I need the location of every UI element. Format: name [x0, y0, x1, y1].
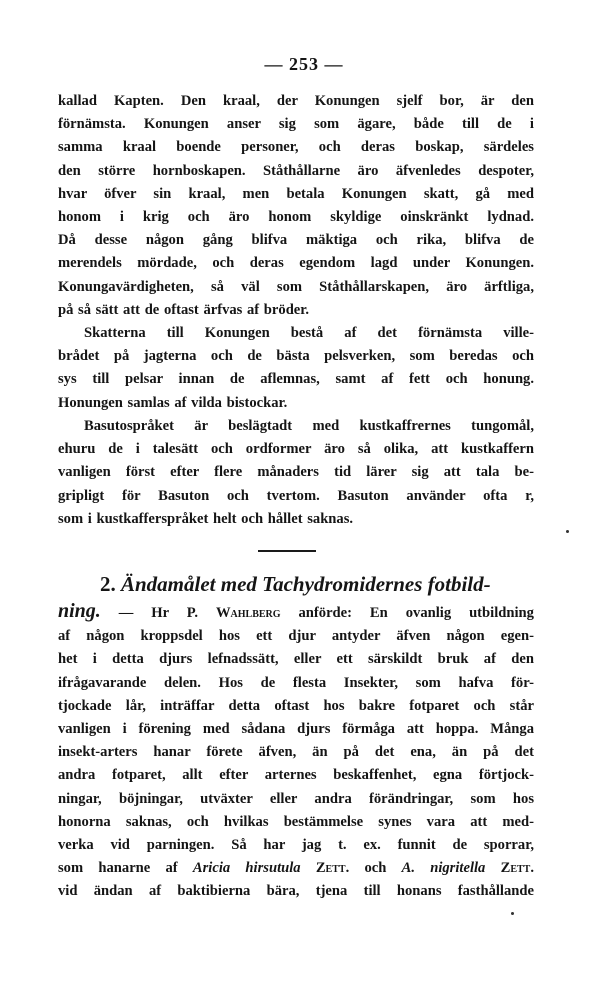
- text-line: på så sätt att de oftast ärfvas af bröder.: [58, 301, 310, 318]
- taxes-paragraph: [58, 322, 534, 415]
- species-name: Aricia hirsutula: [192, 860, 301, 877]
- text-line: Konungavärdigheten, så väl som Ståthållarskapen, äro ärftliga,: [58, 278, 534, 295]
- text-line: andra fotparet, allt efter arternes beskaffenhet, egna förtjock-: [58, 767, 534, 784]
- section-heading: [100, 571, 540, 597]
- author-name: Wahlberg: [215, 605, 281, 621]
- margin-mark: [566, 530, 569, 533]
- text-line: kallad Kapten. Den kraal, der Konungen sjelf bor, är den: [58, 93, 534, 109]
- text-line: merendels mördade, och deras egendom lagd under Konungen.: [58, 255, 534, 272]
- section-title: Ändamålet med Tachydromidernes fotbild-: [121, 572, 491, 596]
- species-mid: och: [364, 860, 387, 877]
- text-line: honorna saknas, och hvilkas bestämmelse synes vara att med-: [58, 813, 534, 830]
- text-line: vid ändan af baktibierna bära, tjena till honans fasthållande: [58, 883, 534, 900]
- text-line: af någon kroppsdel hos ett djur antyder äfven någon egen-: [58, 628, 534, 645]
- text-line: ehuru de i talesätt och ordformer äro så olika, att kustkaffern: [58, 441, 534, 458]
- language-paragraph: [58, 415, 534, 531]
- section-2-body: [58, 600, 534, 904]
- text-line: Basutospråket är beslägtadt med kustkaffrernes tungomål,: [84, 418, 534, 434]
- text-line: honom i krig och äro honom skyldige oinskränkt lydnad.: [58, 209, 534, 226]
- text-line: Då desse någon gång blifva mäktiga och rika, blifva de: [58, 232, 534, 249]
- author-prefix: Hr P.: [151, 605, 199, 621]
- line-rest: anförde: En ovanlig utbildning: [298, 605, 534, 621]
- text-line: tjockade lår, inträffar detta oftast hos bakre fotparet och står: [58, 697, 534, 714]
- lead-dash: —: [118, 605, 134, 621]
- text-line: sys till pelsar innan de aflemnas, samt af fett och honung.: [58, 371, 534, 388]
- section-divider: [258, 550, 316, 552]
- text-line: ifrågavarande delen. Hos de flesta Insekter, som hafva för-: [58, 674, 534, 691]
- text-line: förnämsta. Konungen anser sig som ägare, både till de i: [58, 116, 534, 133]
- text-line: gripligt för Basuton och tvertom. Basuton använder ofta r,: [58, 487, 534, 504]
- text-line: vanligen först efter flere månaders tid lärer sig att tala be-: [58, 464, 534, 481]
- species-line: [58, 857, 534, 880]
- species-authority: Zett.: [500, 860, 534, 877]
- species-name: A. nigritella: [401, 860, 486, 877]
- section-number: 2.: [100, 572, 116, 596]
- text-line: som i kustkafferspråket helt och hållet saknas.: [58, 510, 354, 527]
- text-line: hvar öfver sin kraal, men betala Konungen skatt, gå med: [58, 185, 534, 202]
- text-line: brådet på jagterna och de bästa pelsverken, som beredas och: [58, 348, 534, 365]
- text-line: Skatterna till Konungen bestå af det förnämsta ville-: [84, 325, 534, 341]
- species-pre: som hanarne af: [58, 860, 178, 877]
- page-number: — 253 —: [264, 54, 344, 74]
- text-line: samma kraal boende personer, och deras boskap, särdeles: [58, 139, 534, 156]
- heading-continuation-line: [58, 600, 534, 625]
- text-line: het i detta djurs lefnadssätt, eller ett särskildt bruk af den: [58, 651, 534, 668]
- margin-mark: [511, 912, 514, 915]
- text-line: den större hornboskapen. Ståthållarne äro äfvenledes despoter,: [58, 162, 534, 179]
- species-authority: Zett.: [315, 860, 350, 877]
- section-title-continuation: ning.: [58, 600, 101, 622]
- text-line: Honungen samlas af vilda bistockar.: [58, 394, 288, 411]
- text-line: vanligen i förening med sådana djurs förmåga att hoppa. Många: [58, 721, 534, 738]
- text-line: verka vid parningen. Så har jag t. ex. funnit de sporrar,: [58, 837, 534, 854]
- text-line: insekt-arters hanar förete äfven, än på det ena, än på det: [58, 744, 534, 761]
- text-line: ningar, böjningar, utväxter eller andra förändringar, som hos: [58, 790, 534, 807]
- top-paragraph: [58, 90, 534, 322]
